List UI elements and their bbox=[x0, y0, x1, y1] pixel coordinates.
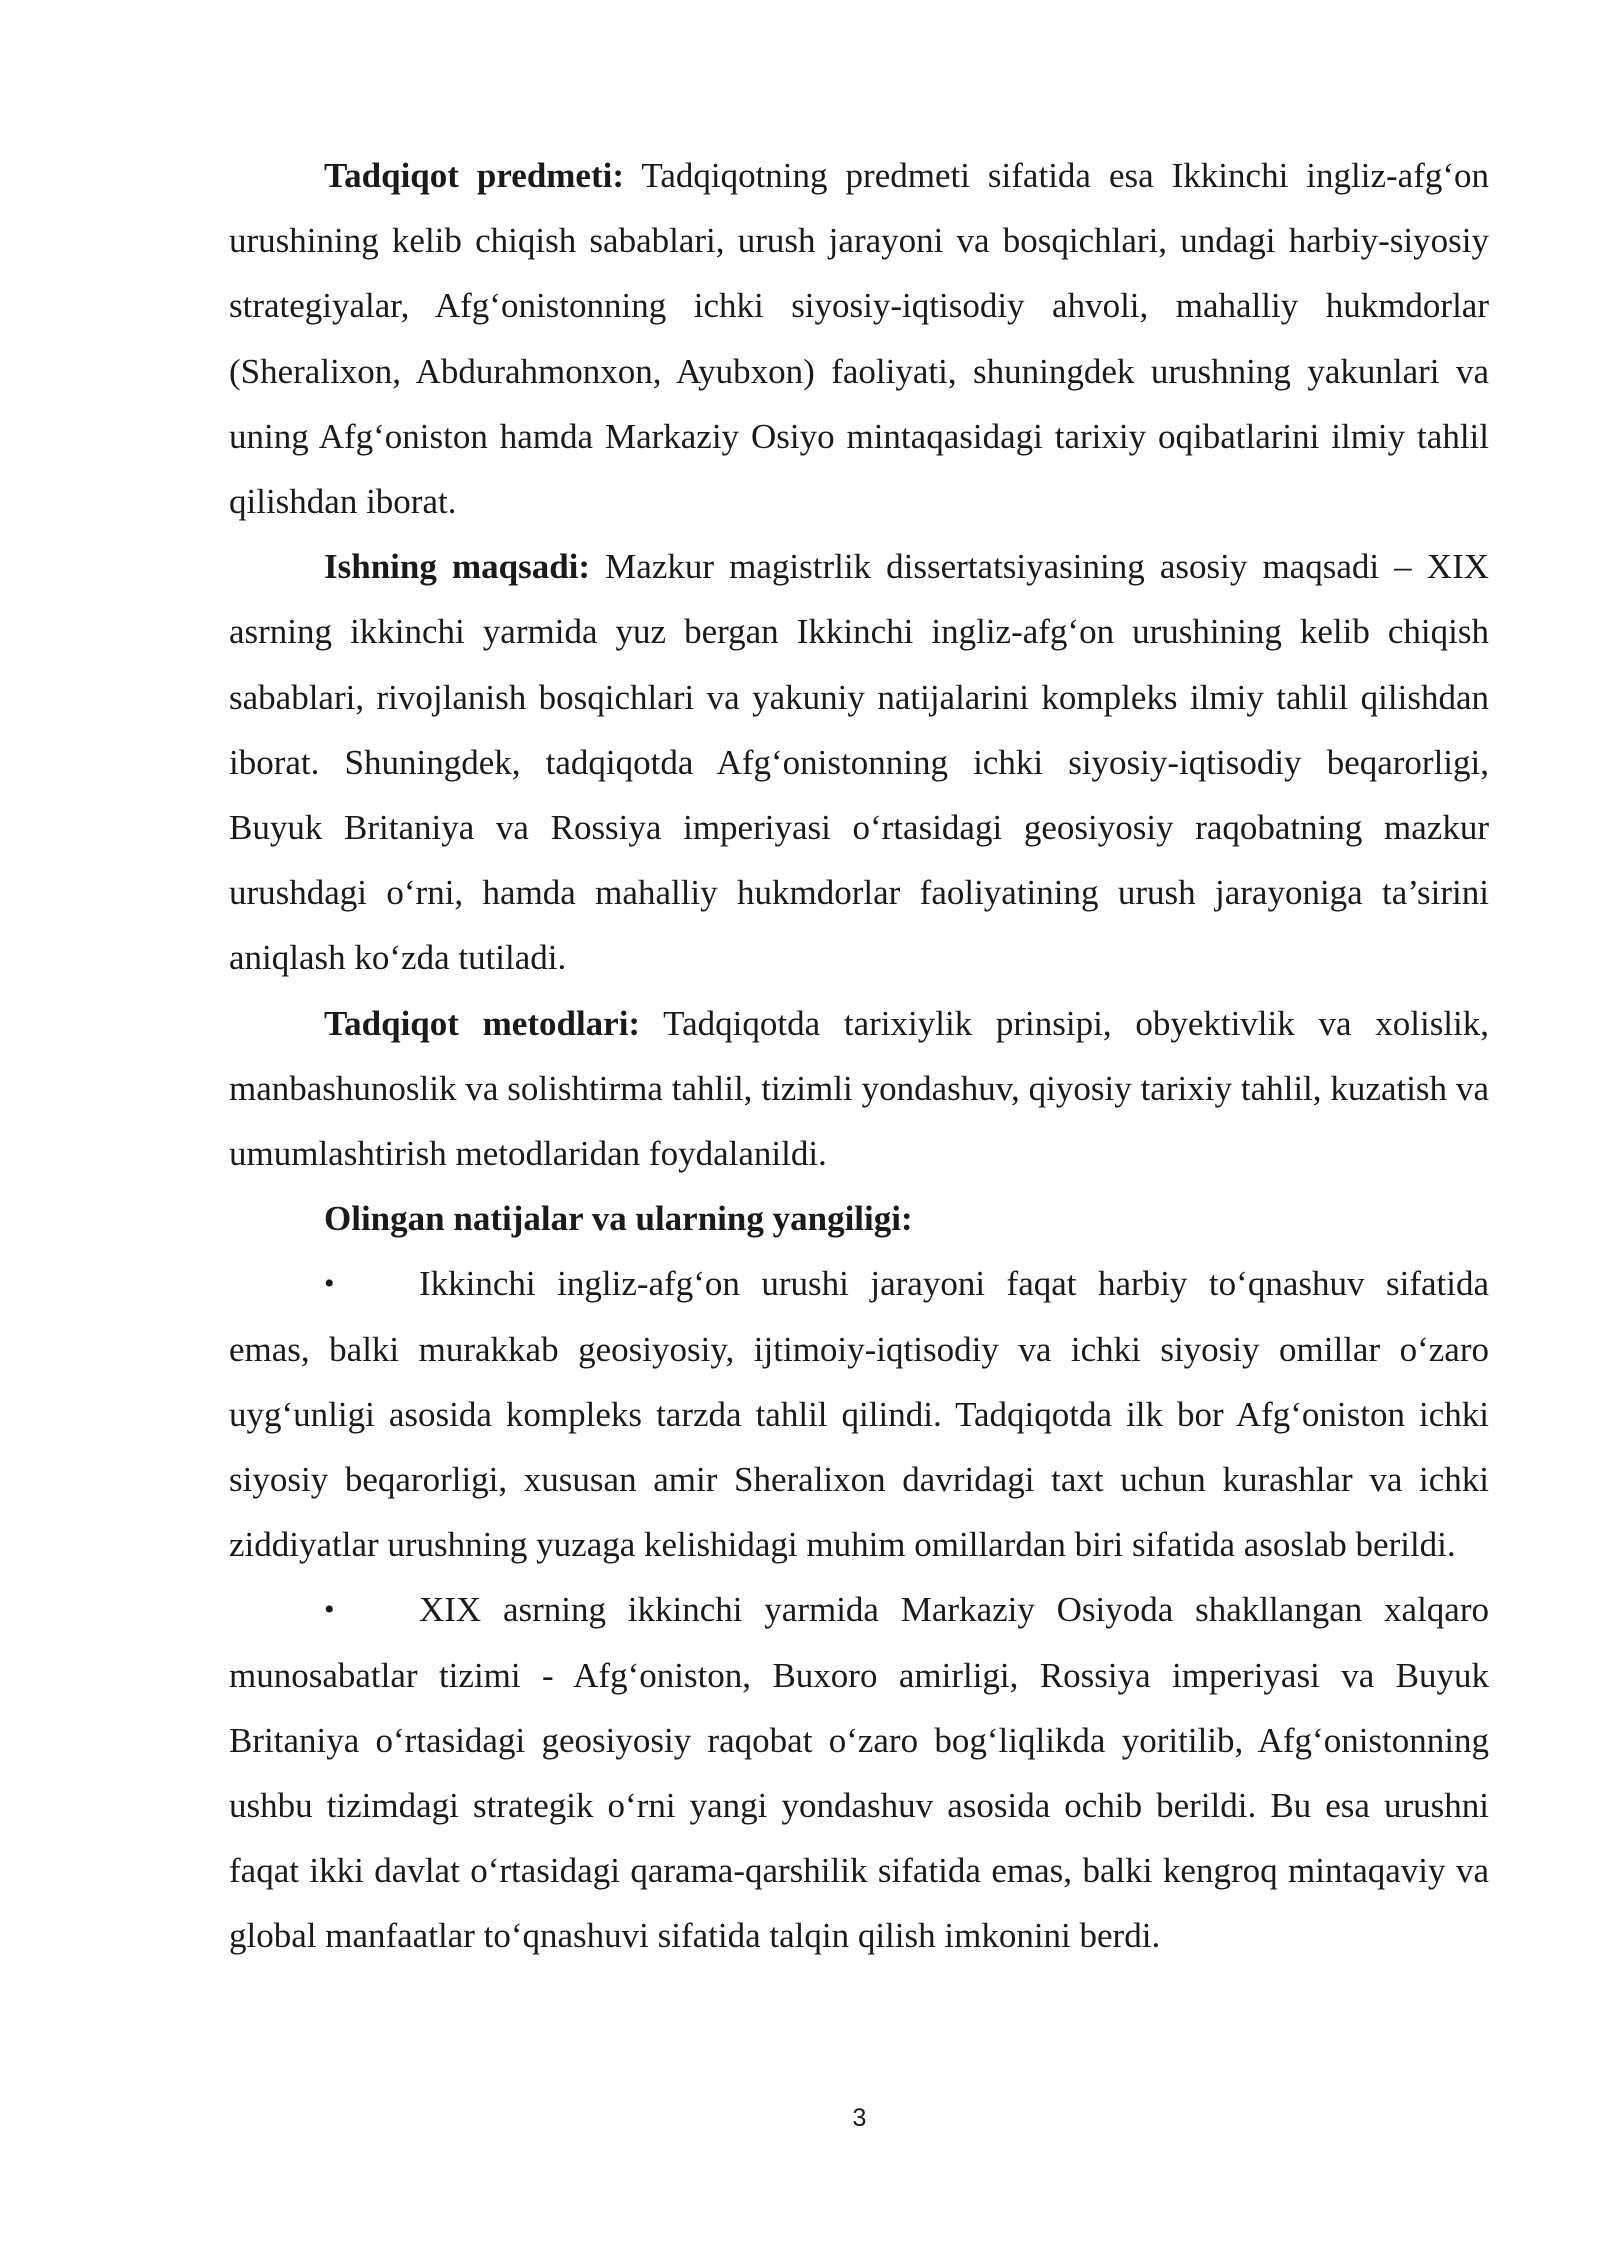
research-subject-label: Tadqiqot predmeti: bbox=[324, 156, 625, 195]
research-goal-paragraph bbox=[229, 534, 1489, 990]
results-list-item bbox=[229, 1577, 1489, 1968]
research-methods-paragraph bbox=[229, 991, 1489, 1187]
research-methods-label: Tadqiqot metodlari: bbox=[324, 1003, 641, 1043]
research-methods-text: Tadqiqotda tarixiylik prinsipi, obyektivlik va xolislik, manbashunoslik va solishtirma tahlil, tizimli yondashuv, qiyosiy tarixiy tahlil, kuzatish va umumlashtirish metodlaridan foydalanildi. bbox=[229, 1003, 1490, 1174]
research-goal-text: Mazkur magistrlik dissertatsiyasining asosiy maqsadi – XIX asrning ikkinchi yarmida yuz bergan Ikkinchi ingliz-afg‘on urushining kelib chiqish sabablari, rivojlanish bosqichlari va yakuniy natijalarini kompleks ilmiy tahlil qilishdan iborat. Shuningdek, tadqiqotda Afg‘onistonning ichki siyosiy-iqtisodiy beqarorligi, Buyuk Britaniya va Rossiya imperiyasi o‘rtasidagi geosiyosiy raqobatning mazkur urushdagi o‘rni, hamda mahalliy hukmdorlar faoliyatining urush jarayoniga ta’sirini aniqlash ko‘zda tutiladi. bbox=[229, 547, 1489, 978]
page-number: 3 bbox=[852, 2104, 867, 2132]
bullet-icon: • bbox=[324, 1267, 335, 1301]
results-heading: Olingan natijalar va ularning yangiligi: bbox=[324, 1199, 913, 1239]
research-subject-paragraph bbox=[229, 143, 1489, 534]
bullet-icon: • bbox=[324, 1593, 335, 1627]
document-body bbox=[229, 143, 1489, 1969]
research-goal-label: Ishning maqsadi: bbox=[324, 547, 591, 587]
results-list-item bbox=[229, 1251, 1489, 1577]
results-list-item-text: Ikkinchi ingliz-afg‘on urushi jarayoni faqat harbiy to‘qnashuv sifatida emas, balki murakkab geosiyosiy, ijtimoiy-iqtisodiy va ichki siyosiy omillar o‘zaro uyg‘unligi asosida kompleks tarzda tahlil qilindi. Tadqiqotda ilk bor Afg‘oniston ichki siyosiy beqarorligi, xususan amir Sheralixon davridagi taxt uchun kurashlar va ichki ziddiyatlar urushning yuzaga kelishidagi muhim omillardan biri sifatida asoslab berildi. bbox=[229, 1264, 1489, 1565]
research-subject-text: Tadqiqotning predmeti sifatida esa Ikkinchi ingliz-afg‘on urushining kelib chiqish sabablari, urush jarayoni va bosqichlari, undagi harbiy-siyosiy strategiyalar, Afg‘onistonning ichki siyosiy-iqtisodiy ahvoli, mahalliy hukmdorlar (Sheralixon, Abdurahmonxon, Ayubxon) faoliyati, shuningdek urushning yakunlari va uning Afg‘oniston hamda Markaziy Osiyo mintaqasidagi tarixiy oqibatlarini ilmiy tahlil qilishdan iborat. bbox=[229, 156, 1490, 522]
results-list-item-text: XIX asrning ikkinchi yarmida Markaziy Osiyoda shakllangan xalqaro munosabatlar tizimi - Afg‘oniston, Buxoro amirligi, Rossiya imperiyasi va Buyuk Britaniya o‘rtasidagi geosiyosiy raqobat o‘zaro bog‘liqlikda yoritilib, Afg‘onistonning ushbu tizimdagi strategik o‘rni yangi yondashuv asosida ochib berildi. Bu esa urushni faqat ikki davlat o‘rtasidagi qarama-qarshilik sifatida emas, balki kengroq mintaqaviy va global manfaatlar to‘qnashuvi sifatida talqin qilish imkonini berdi. bbox=[229, 1590, 1489, 1956]
